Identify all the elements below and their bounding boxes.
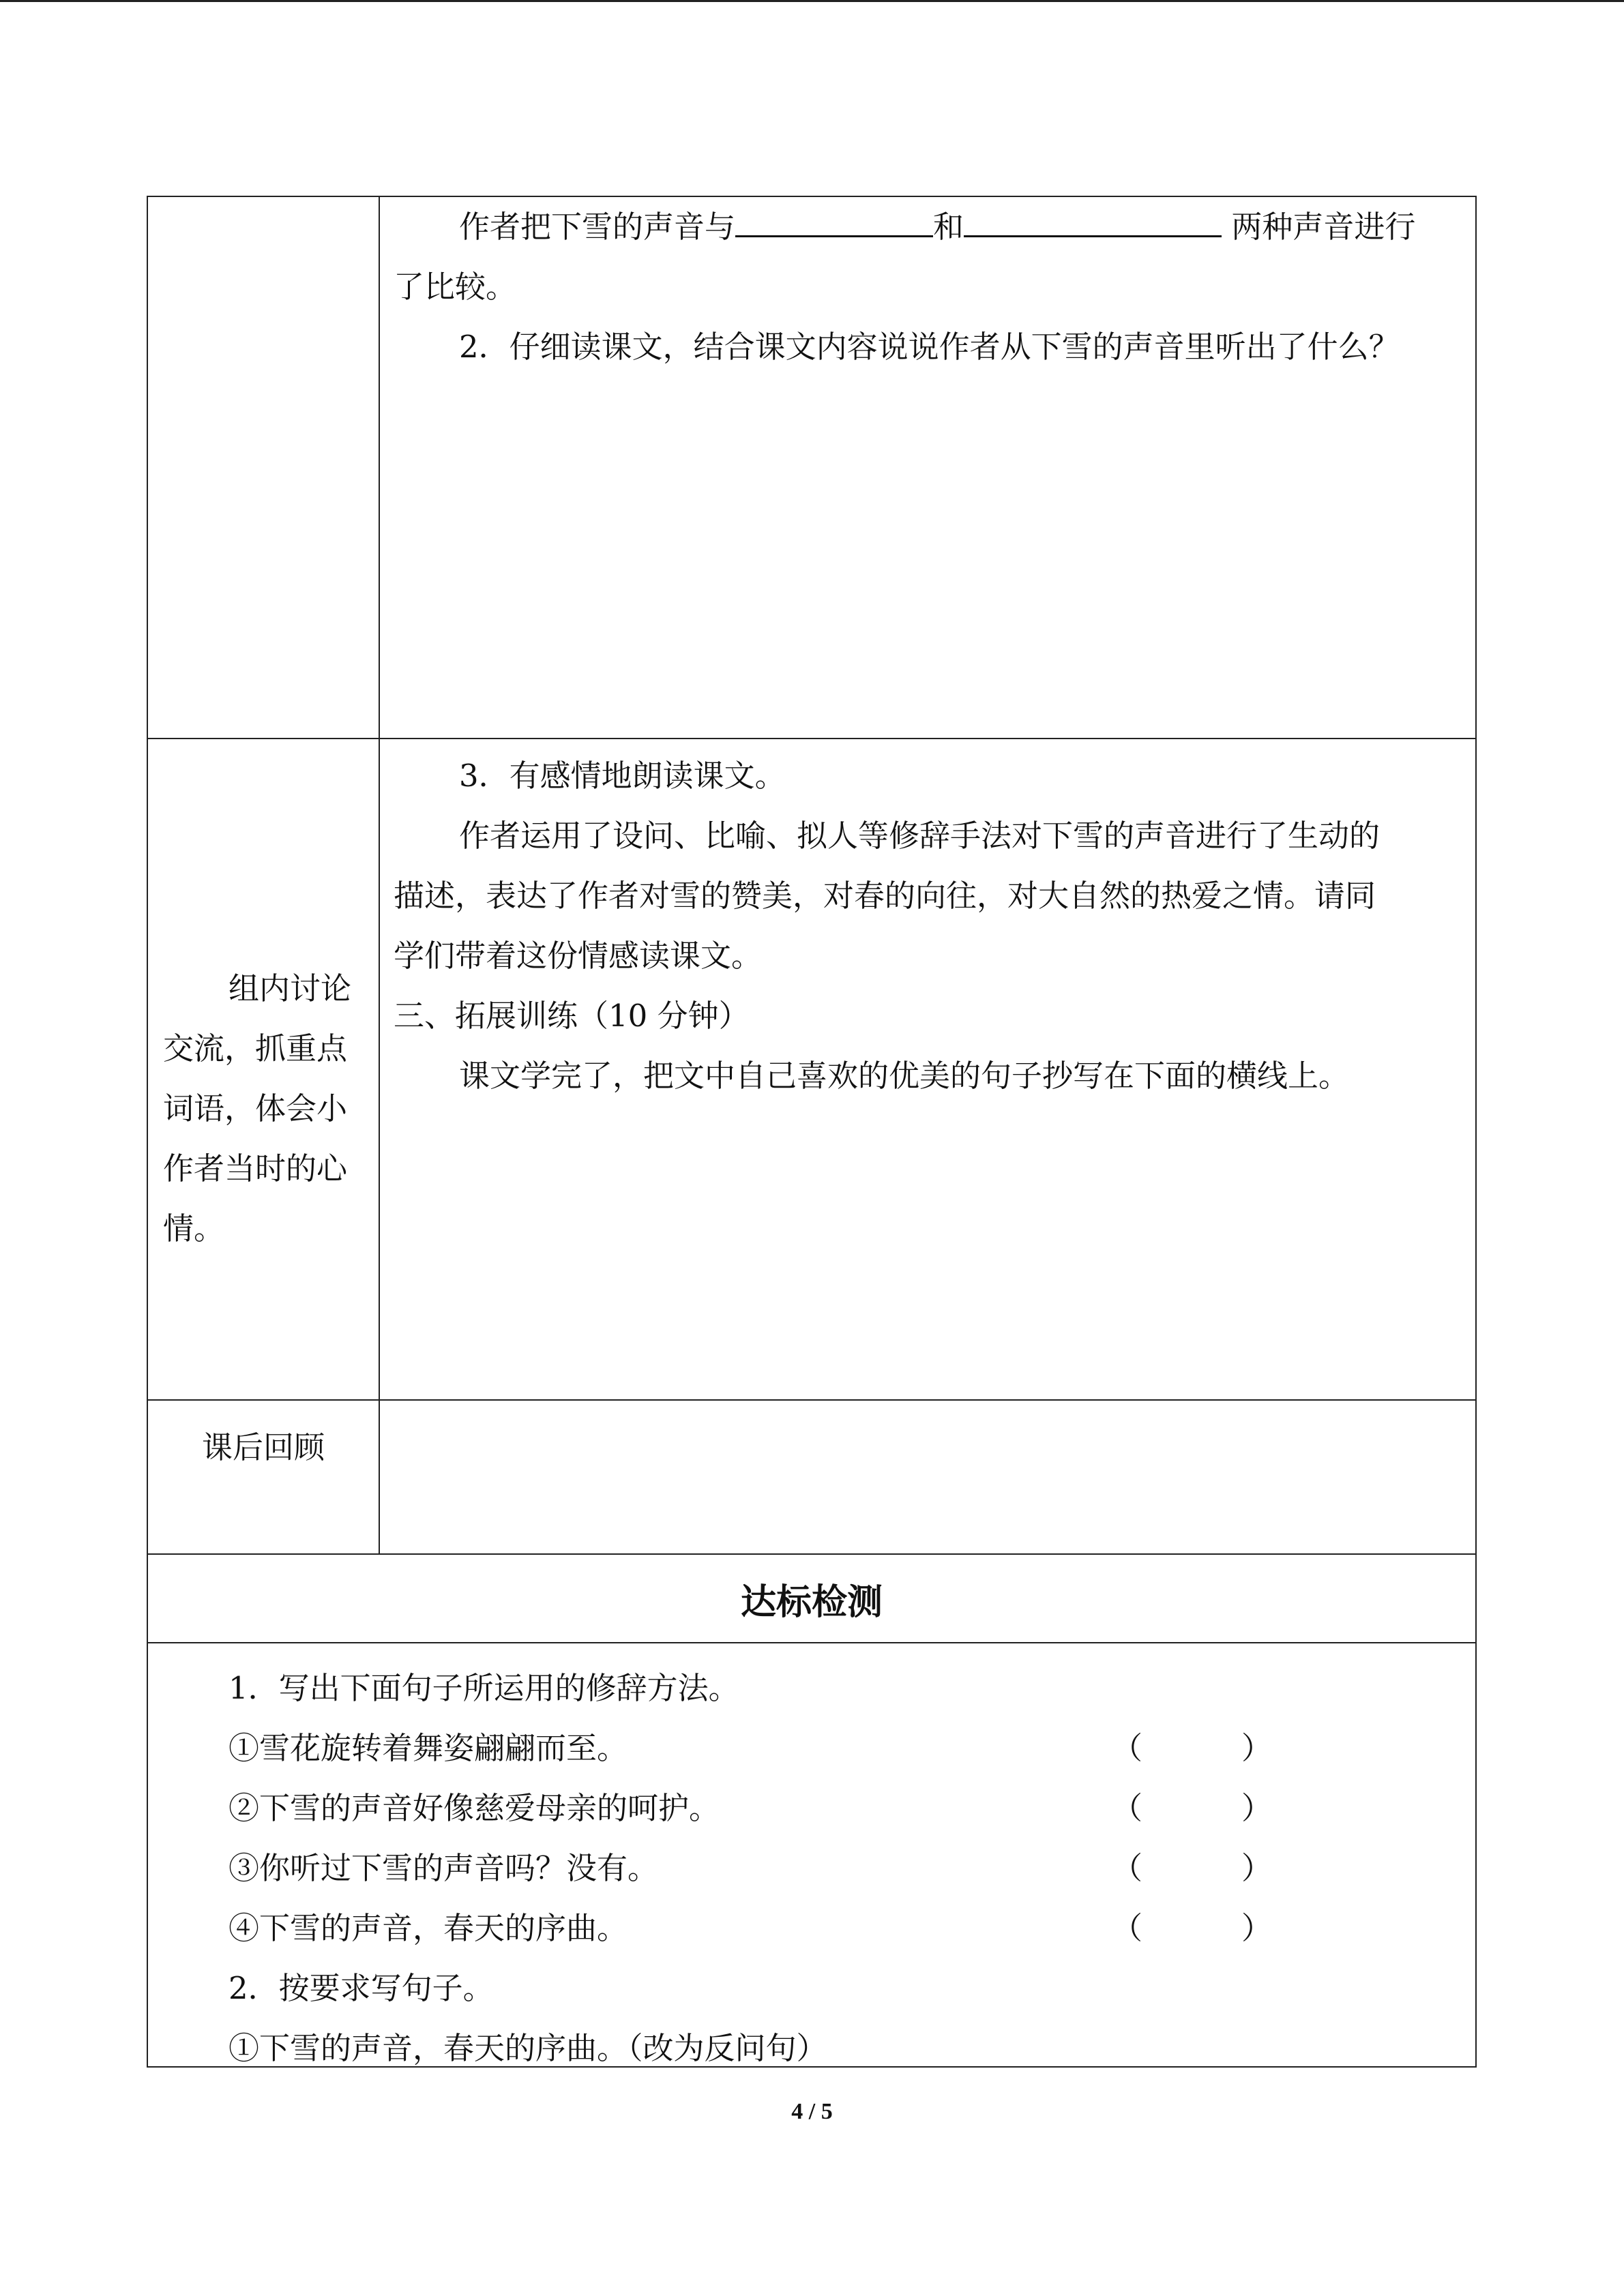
- section-three-heading: 三、拓展训练（10 分钟）: [394, 998, 750, 1034]
- list-item: ④下雪的声音，春天的序曲。 （ ）: [228, 1910, 1273, 1946]
- left-cell-empty: [148, 197, 380, 738]
- rhetoric-line-1: 作者运用了设问、比喻、拟人等修辞手法对下雪的声音进行了生动的: [459, 818, 1381, 854]
- right-cell-comparison: [380, 197, 1475, 738]
- top-border-line: [0, 0, 1624, 2]
- rhetoric-line-2: 描述，表达了作者对雪的赞美，对春的向往，对大自然的热爱之情。请同: [394, 878, 1376, 914]
- rhetoric-line-3: 学们带着这份情感读课文。: [394, 938, 763, 974]
- list-item: ①雪花旋转着舞姿翩翩而至。 （ ）: [228, 1730, 1273, 1766]
- right-cell-reading: [380, 739, 1475, 1399]
- question-2-item: ①下雪的声音，春天的序曲。（改为反问句）: [228, 2030, 827, 2066]
- question-1-title: 1．写出下面句子所运用的修辞方法。: [228, 1670, 739, 1706]
- comparison-sentence: 作者把下雪的声音与 和 两种声音进行: [394, 197, 1462, 257]
- answer-blank-2[interactable]: [964, 205, 1222, 237]
- discussion-instruction: 组内讨论交流，抓重点词语，体会小作者当时的心情。: [163, 970, 352, 1247]
- question-2-title: 2．按要求写句子。: [228, 1970, 494, 2006]
- comparison-sentence-end: 了比较。: [394, 269, 517, 305]
- table-row-discussion: [148, 739, 1475, 1401]
- table-row-comparison: [148, 197, 1475, 739]
- section-title-row: [148, 1555, 1475, 1643]
- question-3: 3．有感情地朗读课文。: [459, 758, 786, 794]
- answer-blank-1[interactable]: [735, 205, 933, 237]
- table-row-check: [148, 1643, 1475, 2066]
- page-number: 4 / 5: [791, 2099, 833, 2124]
- question-2: 2．仔细读课文，结合课文内容说说作者从下雪的声音里听出了什么？: [459, 329, 1400, 365]
- list-item: ③你听过下雪的声音吗？没有。 （ ）: [228, 1850, 1273, 1886]
- left-cell-discussion: [148, 739, 380, 1399]
- worksheet-table: [147, 196, 1477, 2068]
- right-cell-review-empty: [380, 1401, 1475, 1553]
- table-row-review: [148, 1401, 1475, 1555]
- list-item: ②下雪的声音好像慈爱母亲的呵护。 （ ）: [228, 1790, 1273, 1826]
- copy-sentence-instruction: 课文学完了，把文中自己喜欢的优美的句子抄写在下面的横线上。: [459, 1058, 1350, 1094]
- left-cell-review: 课后回顾: [148, 1401, 380, 1553]
- section-title: 达标检测: [740, 1581, 883, 1623]
